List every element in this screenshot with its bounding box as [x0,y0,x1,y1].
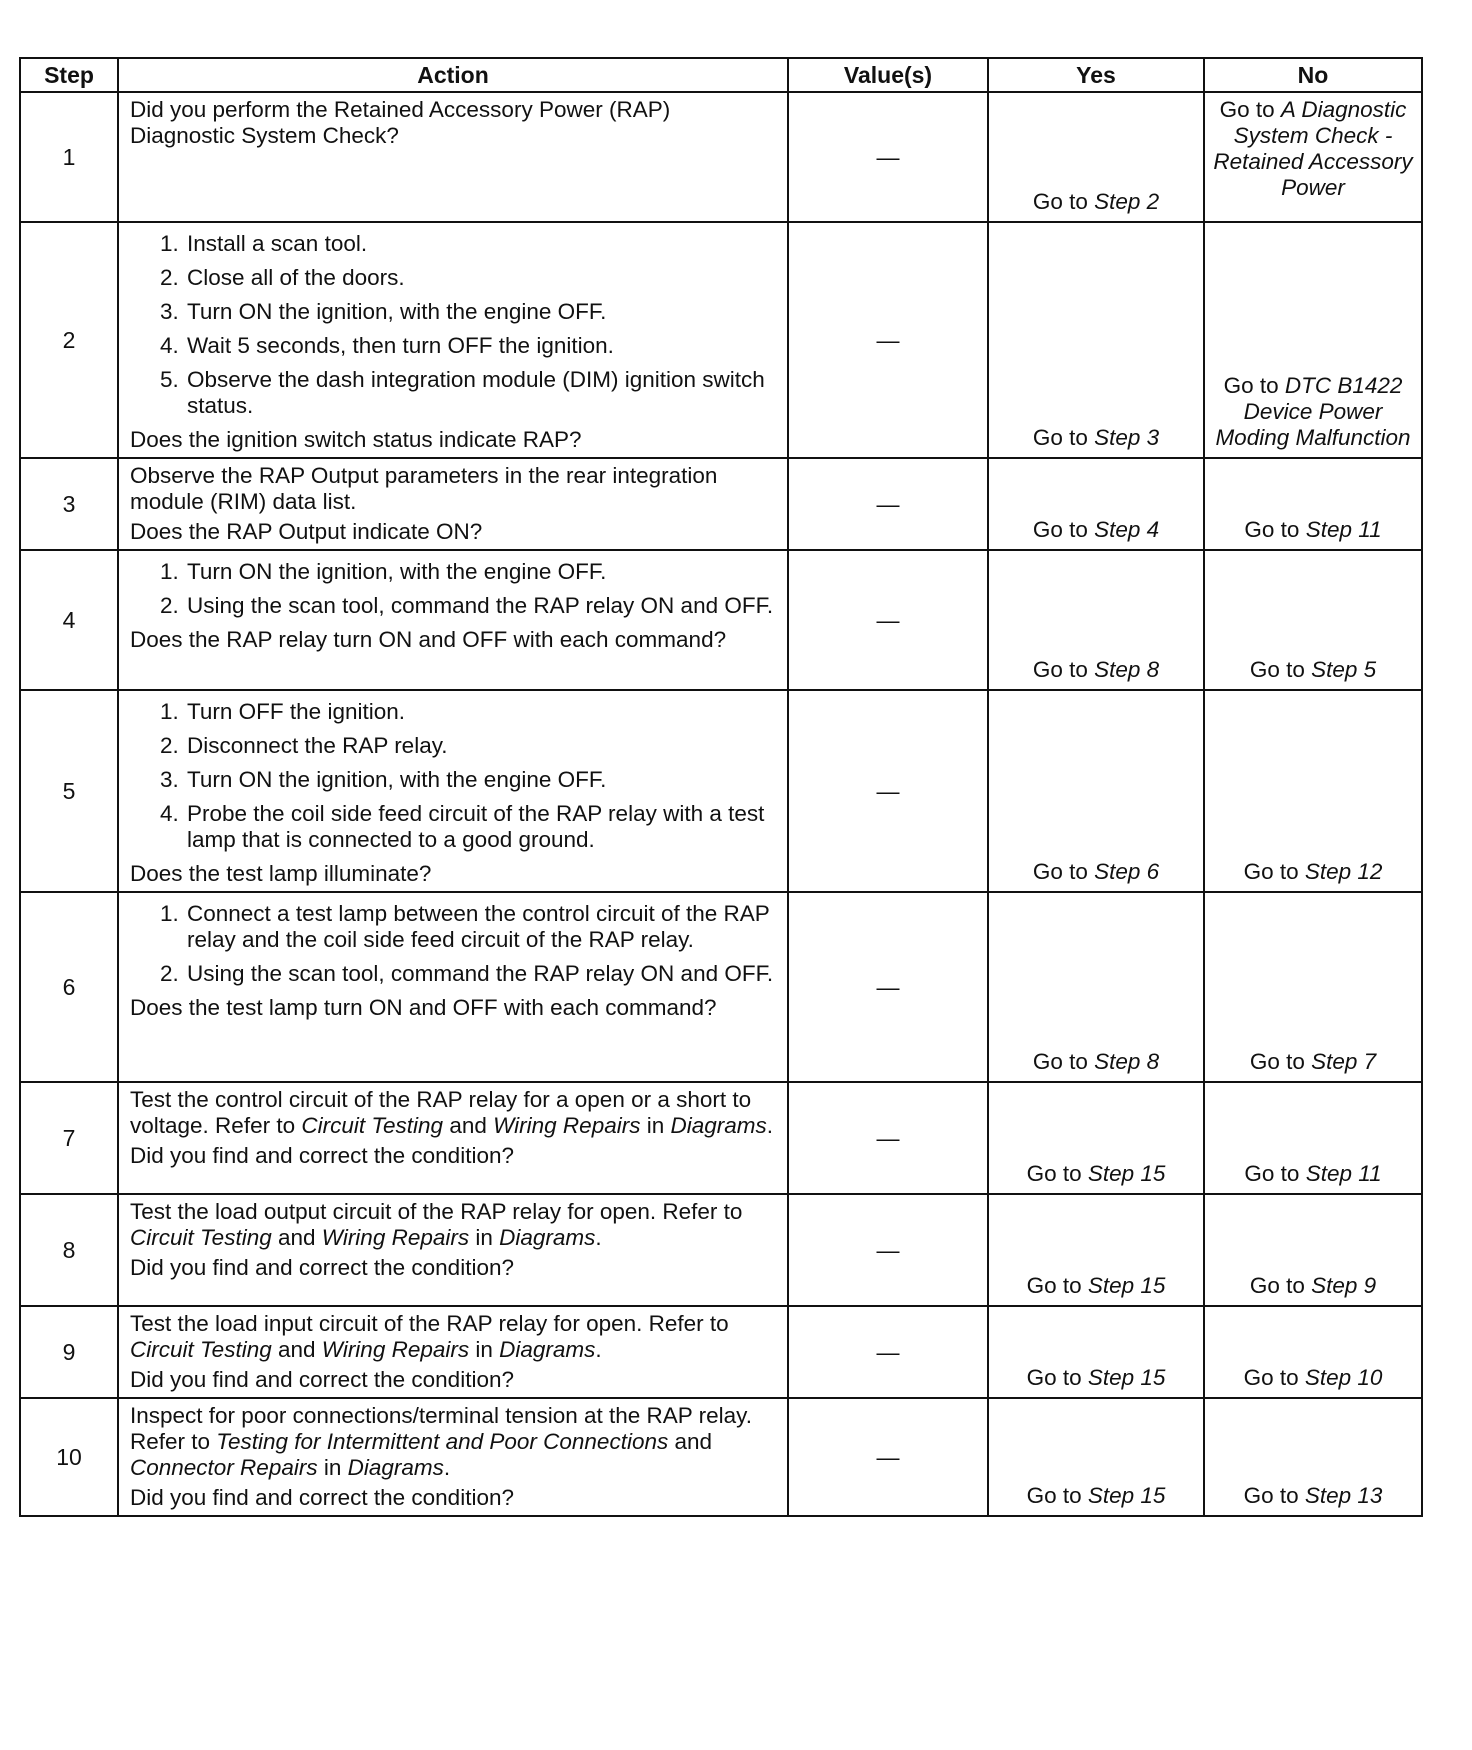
value-cell: — [788,550,988,690]
step-number: 8 [20,1194,118,1306]
no-prefix: Go to [1243,1483,1305,1508]
step-number: 2 [20,222,118,458]
action-intro: Did you perform the Retained Accessory Power (RAP) Diagnostic System Check? [130,97,671,148]
yes-prefix: Go to [1026,1365,1088,1390]
yes-cell [988,550,1204,690]
yes-prefix: Go to [1032,425,1095,450]
action-intro [130,1087,777,1139]
reference-text: Connector Repairs [130,1455,318,1480]
header-row [20,58,1422,92]
action-text: and [443,1113,494,1138]
header-action: Action [118,58,788,92]
reference-text: Testing for Intermittent and Poor Connections [216,1429,669,1454]
no-cell [1204,458,1422,550]
no-cell [1204,1194,1422,1306]
action-text: and [668,1429,713,1454]
yes-step-link[interactable]: Step 3 [1094,425,1160,450]
no-prefix: Go to [1244,517,1306,542]
yes-prefix: Go to [1032,657,1095,682]
action-cell [118,1306,788,1398]
action-step: 1. Turn ON the ignition, with the engine OFF. [185,559,777,585]
no-prefix: Go to [1219,97,1281,122]
action-step: 3. Turn ON the ignition, with the engine OFF. [185,767,777,793]
action-cell [118,1398,788,1516]
yes-step-link[interactable]: Step 4 [1094,517,1160,542]
action-step: 2. Close all of the doors. [185,265,777,291]
action-intro [130,1199,777,1251]
value-cell: — [788,690,988,892]
yes-prefix: Go to [1026,1161,1088,1186]
action-steps [130,231,777,419]
diagnostic-table [19,57,1423,1517]
yes-cell [988,1306,1204,1398]
reference-text: Diagrams [347,1455,444,1480]
action-question: Does the RAP relay turn ON and OFF with each command? [130,627,727,652]
header-yes: Yes [988,58,1204,92]
yes-cell [988,458,1204,550]
reference-text: Circuit Testing [301,1113,444,1138]
action-step: 3. Turn ON the ignition, with the engine OFF. [185,299,777,325]
step-number: 4 [20,550,118,690]
yes-step-link[interactable]: Step 6 [1094,859,1160,884]
no-step-link[interactable]: Step 11 [1305,517,1382,542]
action-question: Did you find and correct the condition? [130,1143,514,1168]
table-row [20,550,1422,690]
action-text: in [640,1113,671,1138]
table-row [20,892,1422,1082]
header-step: Step [20,58,118,92]
yes-step-link[interactable]: Step 8 [1094,1049,1160,1074]
table-row [20,92,1422,222]
no-prefix: Go to [1243,1365,1305,1390]
step-number: 6 [20,892,118,1082]
yes-step-link[interactable]: Step 15 [1087,1483,1166,1508]
reference-text: Diagrams [499,1225,596,1250]
value-cell: — [788,1194,988,1306]
reference-text: Wiring Repairs [321,1337,470,1362]
action-step: 4. Wait 5 seconds, then turn OFF the ignition. [185,333,777,359]
yes-prefix: Go to [1026,1483,1088,1508]
step-number: 7 [20,1082,118,1194]
no-step-link[interactable]: Step 9 [1311,1273,1377,1298]
yes-prefix: Go to [1032,517,1095,542]
action-text: Test the load output circuit of the RAP relay for open. Refer to [130,1199,743,1224]
action-cell [118,690,788,892]
step-number: 3 [20,458,118,550]
yes-cell [988,690,1204,892]
step-number: 9 [20,1306,118,1398]
reference-text: Circuit Testing [130,1337,272,1362]
no-prefix: Go to [1244,1161,1306,1186]
table-row [20,1082,1422,1194]
no-cell [1204,892,1422,1082]
yes-prefix: Go to [1032,189,1095,214]
reference-text: Wiring Repairs [321,1225,470,1250]
action-step: 5. Observe the dash integration module (DIM) ignition switch status. [185,367,777,419]
action-intro: Observe the RAP Output parameters in the rear integration module (RIM) data list. [130,463,718,514]
action-steps [130,901,777,987]
action-question: Does the RAP Output indicate ON? [130,519,483,544]
action-step: 1. Connect a test lamp between the control circuit of the RAP relay and the coil side feed circuit of the RAP relay. [185,901,777,953]
reference-text: Circuit Testing [130,1225,272,1250]
no-step-link[interactable]: Step 13 [1304,1483,1383,1508]
yes-cell [988,1082,1204,1194]
table-row [20,1398,1422,1516]
action-cell [118,892,788,1082]
step-number: 1 [20,92,118,222]
action-text: . [595,1337,602,1362]
action-text: . [595,1225,602,1250]
action-cell [118,458,788,550]
no-prefix: Go to [1223,373,1285,398]
table-body [20,92,1422,1516]
no-cell [1204,222,1422,458]
no-step-link[interactable]: Step 11 [1305,1161,1382,1186]
action-cell [118,92,788,222]
reference-text: Wiring Repairs [493,1113,641,1138]
table-row [20,458,1422,550]
action-cell [118,1194,788,1306]
value-cell: — [788,458,988,550]
no-step-link[interactable]: Step 5 [1311,657,1377,682]
reference-text: Diagrams [670,1113,767,1138]
value-cell: — [788,1398,988,1516]
action-step: 1. Install a scan tool. [185,231,777,257]
action-text: Test the control circuit of the RAP relay for a open or a short to voltage. Refer to [130,1087,752,1138]
value-cell: — [788,92,988,222]
yes-cell [988,92,1204,222]
yes-step-link[interactable]: Step 15 [1087,1273,1166,1298]
yes-cell [988,1398,1204,1516]
action-cell [118,222,788,458]
no-prefix: Go to [1243,859,1305,884]
header-no: No [1204,58,1422,92]
action-question: Did you find and correct the condition? [130,1485,514,1510]
action-text: Test the load input circuit of the RAP relay for open. Refer to [130,1311,729,1336]
yes-step-link[interactable]: Step 15 [1087,1365,1166,1390]
no-cell [1204,1082,1422,1194]
table-row [20,222,1422,458]
action-steps [130,559,777,619]
action-question: Does the test lamp illuminate? [130,861,432,886]
step-number: 5 [20,690,118,892]
action-text: Inspect for poor connections/terminal tension at the RAP relay. Refer to [130,1403,753,1454]
no-cell [1204,690,1422,892]
action-text: in [469,1225,500,1250]
action-intro [130,1403,777,1481]
table-row [20,1306,1422,1398]
action-text: in [469,1337,500,1362]
no-prefix: Go to [1249,1049,1312,1074]
yes-cell [988,222,1204,458]
action-step: 1. Turn OFF the ignition. [185,699,777,725]
yes-cell [988,1194,1204,1306]
no-prefix: Go to [1249,657,1312,682]
no-prefix: Go to [1249,1273,1312,1298]
value-cell: — [788,222,988,458]
header-values: Value(s) [788,58,988,92]
value-cell: — [788,892,988,1082]
action-text: . [766,1113,774,1138]
action-question: Did you find and correct the condition? [130,1367,514,1392]
yes-cell [988,892,1204,1082]
action-text: and [271,1225,322,1250]
action-question: Does the test lamp turn ON and OFF with each command? [130,995,717,1020]
action-text: . [443,1455,451,1480]
yes-step-link[interactable]: Step 15 [1087,1161,1166,1186]
action-text: in [317,1455,348,1480]
no-cell [1204,92,1422,222]
action-question: Did you find and correct the condition? [130,1255,514,1280]
no-step-link[interactable]: A Diagnostic System Check - Retained Accessory Power [1213,97,1413,200]
no-step-link[interactable]: DTC B1422 Device Power Moding Malfunction [1215,373,1411,450]
action-cell [118,550,788,690]
action-intro [130,1311,777,1363]
action-step: 2. Using the scan tool, command the RAP relay ON and OFF. [185,961,777,987]
action-step: 2. Using the scan tool, command the RAP relay ON and OFF. [185,593,777,619]
no-step-link[interactable]: Step 7 [1311,1049,1377,1074]
table-row [20,690,1422,892]
no-cell [1204,1306,1422,1398]
no-cell [1204,550,1422,690]
yes-step-link[interactable]: Step 2 [1094,189,1160,214]
yes-step-link[interactable]: Step 8 [1094,657,1160,682]
yes-prefix: Go to [1032,859,1095,884]
reference-text: Diagrams [499,1337,596,1362]
diagnostic-table-container [19,57,1421,1517]
action-text: and [271,1337,322,1362]
yes-prefix: Go to [1026,1273,1088,1298]
no-cell [1204,1398,1422,1516]
yes-prefix: Go to [1032,1049,1095,1074]
value-cell: — [788,1306,988,1398]
action-cell [118,1082,788,1194]
action-step: 2. Disconnect the RAP relay. [185,733,777,759]
step-number: 10 [20,1398,118,1516]
no-step-link[interactable]: Step 10 [1304,1365,1383,1390]
table-row [20,1194,1422,1306]
action-steps [130,699,777,853]
value-cell: — [788,1082,988,1194]
action-step: 4. Probe the coil side feed circuit of the RAP relay with a test lamp that is connected to a good ground. [185,801,777,853]
no-step-link[interactable]: Step 12 [1304,859,1383,884]
action-question: Does the ignition switch status indicate RAP? [130,427,582,452]
